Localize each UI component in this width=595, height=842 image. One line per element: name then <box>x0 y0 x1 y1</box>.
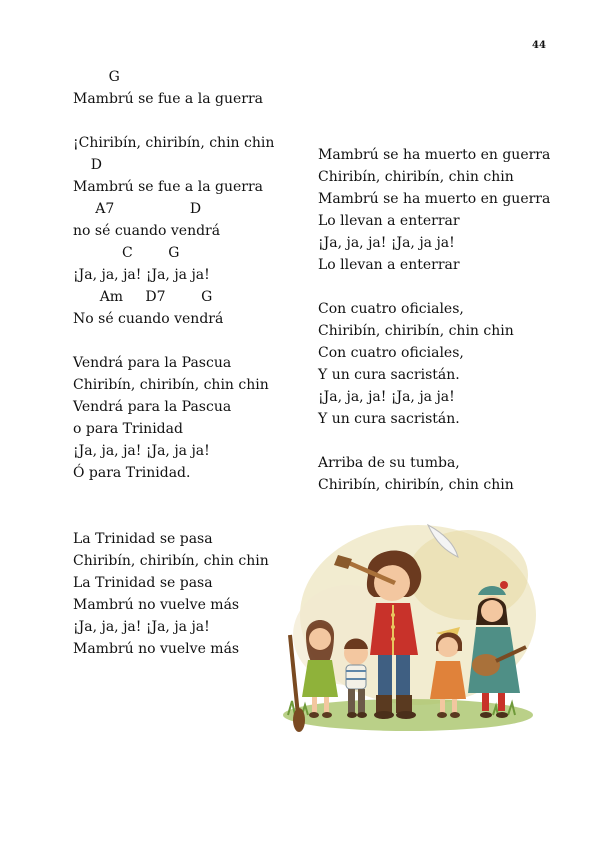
lyric-line: No sé cuando vendrá <box>73 311 224 327</box>
lyric-line: ¡Ja, ja, ja! ¡Ja, ja ja! <box>318 235 455 251</box>
stanza-gap <box>73 110 303 132</box>
lyric-line: D <box>73 157 103 173</box>
watercolor-splash <box>408 530 528 620</box>
stanza-gap <box>318 430 578 452</box>
page-number: 44 <box>532 40 546 51</box>
lyric-line: Y un cura sacristán. <box>318 411 460 427</box>
lyric-line: La Trinidad se pasa <box>73 575 213 591</box>
lyric-line: La Trinidad se pasa <box>73 531 213 547</box>
lyric-line: Mambrú se fue a la guerra <box>73 179 263 195</box>
lyric-line: Chiribín, chiribín, chin chin <box>73 553 269 569</box>
lyric-line: ¡Chiribín, chiribín, chin chin <box>73 135 275 151</box>
lyric-line: Vendrá para la Pascua <box>73 399 232 415</box>
stanza-gap <box>318 276 578 298</box>
lyric-line: Mambrú no vuelve más <box>73 641 240 657</box>
lyric-line: Mambrú no vuelve más <box>73 597 240 613</box>
stanza-gap <box>73 330 303 352</box>
lyric-line: Mambrú se ha muerto en guerra <box>318 191 551 207</box>
lyric-line: Con cuatro oficiales, <box>318 301 464 317</box>
lyric-line: Con cuatro oficiales, <box>318 345 464 361</box>
children-parade-illustration <box>268 515 536 735</box>
lyric-line: C G <box>73 245 180 261</box>
lyric-line: G <box>73 69 120 85</box>
lyric-line: Lo llevan a enterrar <box>318 213 460 229</box>
lyric-line: ¡Ja, ja, ja! ¡Ja, ja ja! <box>318 389 455 405</box>
lyric-line: Chiribín, chiribín, chin chin <box>318 477 514 493</box>
lyric-line: ¡Ja, ja, ja! ¡Ja, ja ja! <box>73 443 210 459</box>
lyric-line: Arriba de su tumba, <box>318 455 460 471</box>
lyric-line: o para Trinidad <box>73 421 183 437</box>
lyric-line: Mambrú se ha muerto en guerra <box>318 147 551 163</box>
lyric-line: Mambrú se fue a la guerra <box>73 91 263 107</box>
lyric-line: Chiribín, chiribín, chin chin <box>318 323 514 339</box>
lyric-line: ¡Ja, ja, ja! ¡Ja, ja ja! <box>73 619 210 635</box>
lyric-line: Y un cura sacristán. <box>318 367 460 383</box>
lyric-line: A7 D <box>73 201 202 217</box>
lyric-line: Chiribín, chiribín, chin chin <box>318 169 514 185</box>
guitar-icon <box>472 654 500 676</box>
lyric-line: Vendrá para la Pascua <box>73 355 232 371</box>
lyric-line: Am D7 G <box>73 289 213 305</box>
lyric-line: no sé cuando vendrá <box>73 223 221 239</box>
lyric-line: Lo llevan a enterrar <box>318 257 460 273</box>
lyric-line: Ó para Trinidad. <box>73 465 191 481</box>
lyric-line: Chiribín, chiribín, chin chin <box>73 377 269 393</box>
lyric-line: ¡Ja, ja, ja! ¡Ja, ja ja! <box>73 267 210 283</box>
lyrics-right-column <box>318 144 578 496</box>
